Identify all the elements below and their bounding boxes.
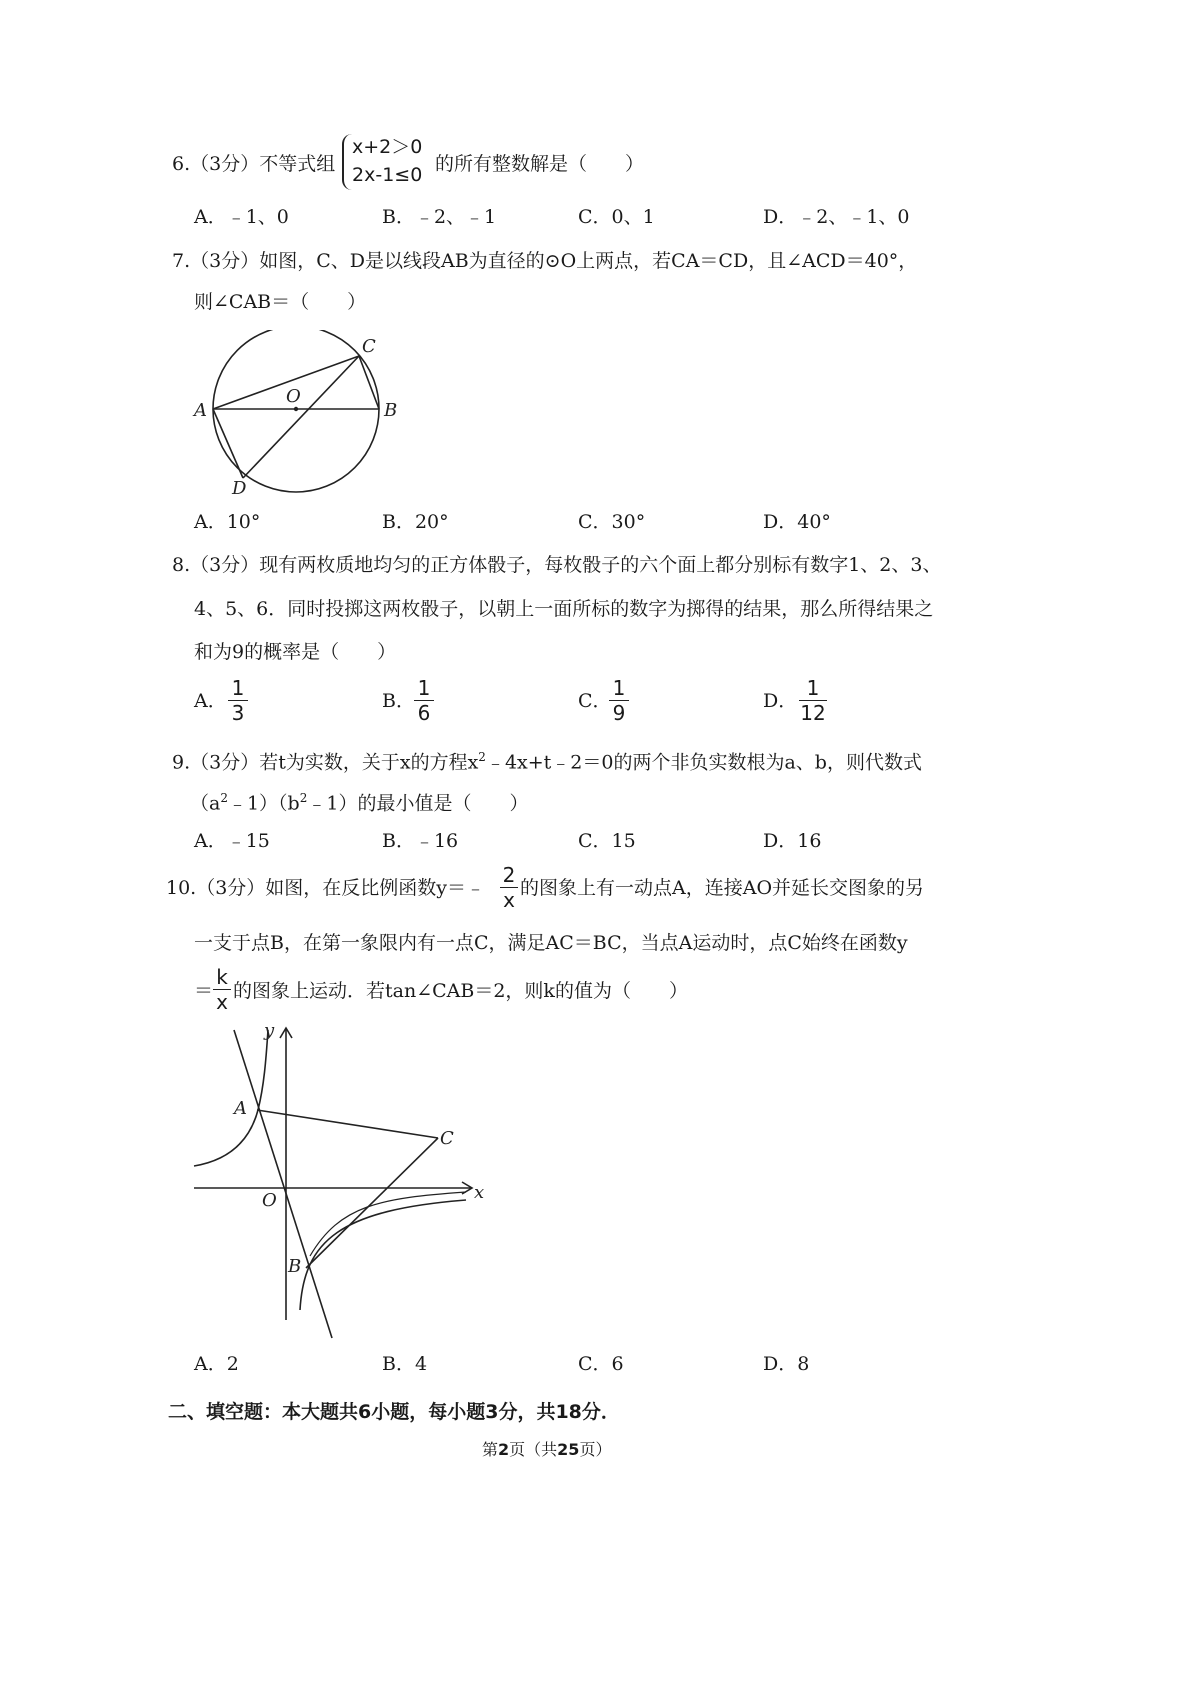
q6-option-d[interactable]: D．﹣2、﹣1、0 xyxy=(763,206,910,228)
q10-hyperbola-figure xyxy=(190,1020,500,1340)
q10-option-b[interactable]: B．4 xyxy=(382,1353,428,1375)
q7-option-c[interactable]: C．30° xyxy=(578,511,646,533)
q10-stem-line2: 一支于点B，在第一象限内有一点C，满足AC＝BC，当点A运动时，点C始终在函数y xyxy=(194,932,908,954)
q6-option-a[interactable]: A．﹣1、0 xyxy=(194,206,289,228)
q8-option-a-fraction: 1 3 xyxy=(228,677,248,724)
q9-option-d[interactable]: D．16 xyxy=(763,830,822,852)
q8-option-d-label[interactable]: D． xyxy=(763,690,798,712)
q7-option-a[interactable]: A．10° xyxy=(194,511,261,533)
q6-option-c[interactable]: C．0、1 xyxy=(578,206,655,228)
q9-option-a[interactable]: A．﹣15 xyxy=(194,830,270,852)
q8-stem-line2: 4、5、6．同时投掷这两枚骰子，以朝上一面所标的数字为掷得的结果，那么所得结果之 xyxy=(194,598,934,620)
q7-label-b: B xyxy=(384,400,398,421)
q7-stem-line2: 则∠CAB＝（ ） xyxy=(194,291,367,313)
q6-prefix: 6.（3分）不等式组 xyxy=(172,153,336,175)
q8-option-b-fraction: 1 6 xyxy=(414,677,434,724)
q10-stem-line3a: ＝ xyxy=(194,980,214,1002)
footer-page-number: 2 xyxy=(498,1440,510,1459)
q10-label-c: C xyxy=(440,1128,454,1149)
q10-label-y: y xyxy=(264,1020,275,1041)
q10-stem-line1a: 10.（3分）如图，在反比例函数y＝﹣ xyxy=(166,877,486,899)
q6-inequality-1: x+2＞0 xyxy=(352,136,423,158)
page-footer: 第2页（共25页） xyxy=(482,1440,612,1459)
q10-stem-line1b: 的图象上有一动点A，连接AO并延长交图象的另 xyxy=(520,877,925,899)
footer-total-pages: 25 xyxy=(557,1440,580,1459)
section-2-heading: 二、填空题：本大题共6小题，每小题3分，共18分． xyxy=(168,1401,620,1423)
q8-stem-line3: 和为9的概率是（ ） xyxy=(194,641,397,663)
q8-option-b-label[interactable]: B． xyxy=(382,690,415,712)
q9-stem-line1: 9.（3分）若t为实数，关于x的方程$x^2﹣4x+t﹣2=0$的两个非负实数根为a、b，则代数式 xyxy=(172,750,922,774)
q7-label-o: O xyxy=(286,386,301,407)
q6-inequality-2: 2x-1≤0 xyxy=(352,164,423,186)
q10-label-b: B xyxy=(288,1256,302,1277)
q6-option-b[interactable]: B．﹣2、﹣1 xyxy=(382,206,497,228)
q7-option-b[interactable]: B．20° xyxy=(382,511,449,533)
q10-option-d[interactable]: D．8 xyxy=(763,1353,810,1375)
q10-fraction-k-over-x: k x xyxy=(213,966,231,1013)
q10-label-x: x xyxy=(474,1182,485,1203)
q8-stem-line1: 8.（3分）现有两枚质地均匀的正方体骰子，每枚骰子的六个面上都分别标有数字1、2、3、 xyxy=(172,554,942,576)
q9-option-b[interactable]: B．﹣16 xyxy=(382,830,459,852)
q10-option-a[interactable]: A．2 xyxy=(194,1353,239,1375)
q6-suffix: 的所有整数解是（ ） xyxy=(435,153,645,175)
q7-label-c: C xyxy=(362,336,376,357)
q10-label-a: A xyxy=(234,1098,247,1119)
q10-label-o: O xyxy=(262,1190,277,1211)
q7-stem-line1: 7.（3分）如图，C、D是以线段AB为直径的⊙O上两点，若CA＝CD，且∠ACD＝40°， xyxy=(172,250,918,272)
q9-stem-line2: $(a^2﹣1)(b^2﹣1)$的最小值是（ ） xyxy=(190,791,529,815)
q8-option-a-label[interactable]: A． xyxy=(194,690,227,712)
q10-fraction-2-over-x: 2 x xyxy=(500,864,518,911)
q10-stem-line3b: 的图象上运动．若tan∠CAB＝2，则k的值为（ ） xyxy=(233,980,688,1002)
q8-option-d-fraction: 1 12 xyxy=(800,676,826,725)
q8-option-c-label[interactable]: C． xyxy=(578,690,612,712)
q10-option-c[interactable]: C．6 xyxy=(578,1353,624,1375)
q8-option-c-fraction: 1 9 xyxy=(609,677,629,724)
q7-circle-figure xyxy=(190,330,420,500)
q7-option-d[interactable]: D．40° xyxy=(763,511,831,533)
q9-option-c[interactable]: C．15 xyxy=(578,830,636,852)
q7-label-d: D xyxy=(232,478,247,499)
q7-label-a: A xyxy=(194,400,207,421)
